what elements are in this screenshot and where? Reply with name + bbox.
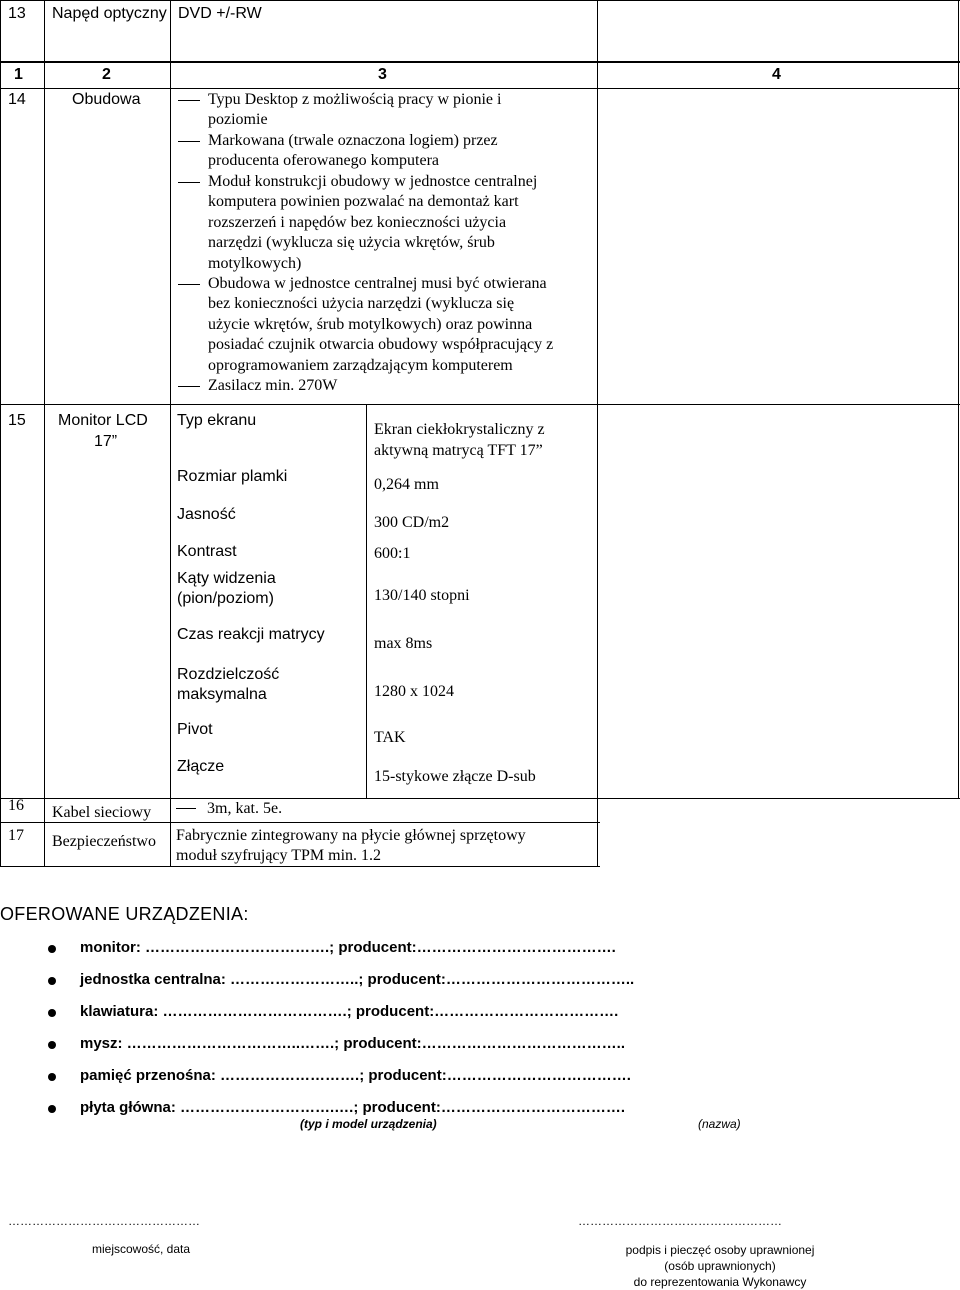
param-label: Rozmiar plamki: [177, 468, 288, 485]
place-date-dots: …………………………………………: [8, 1214, 200, 1228]
border: [170, 62, 171, 866]
param-label: Jasność: [177, 506, 236, 523]
bullet-icon: [48, 977, 56, 985]
row-number: 14: [8, 91, 26, 108]
param-value: max 8ms: [374, 635, 433, 652]
border: [0, 0, 960, 1]
bullet-icon: [48, 1041, 56, 1049]
row-number: 16: [8, 797, 24, 814]
border: [597, 0, 598, 61]
bullet-icon: [48, 1073, 56, 1081]
border: [0, 866, 600, 867]
param-value: Ekran ciekłokrystaliczny z aktywną matrycą TFT 17”: [374, 421, 545, 459]
param-label: Pivot: [177, 721, 213, 738]
bullet-text: Obudowa w jednostce centralnej musi być otwierana bez konieczności użycia narzędzi (wyklucza się użycie wkrętów, śrub motylkowych) oraz powinna posiadać czujnik otwarcia obudowy współpracujący z oprogramowaniem zarządzającym komputerem: [208, 275, 554, 374]
column-header: 2: [102, 66, 111, 83]
param-value: 0,264 mm: [374, 476, 439, 493]
bullet-text: Markowana (trwale oznaczona logiem) przez producenta oferowanego komputera: [208, 132, 498, 170]
param-value: 300 CD/m2: [374, 514, 450, 531]
bullet-icon: [48, 1009, 56, 1017]
row-name: 17”: [94, 433, 118, 450]
row-name: Monitor LCD: [58, 412, 148, 429]
param-label: Kąty widzenia (pion/poziom): [177, 570, 276, 607]
place-date-label: miejscowość, data: [92, 1242, 191, 1256]
bullet-icon: [48, 1105, 56, 1113]
row-value: DVD +/-RW: [178, 5, 262, 22]
param-label: Czas reakcji matrycy: [177, 626, 325, 643]
border: [0, 62, 960, 63]
device-line-keyboard: klawiatura: ……………………………….; producent:……………………………….: [80, 1003, 619, 1020]
param-value: 600:1: [374, 545, 411, 562]
device-line-motherboard: płyta główna: ………………………….….; producent:……………………………….: [80, 1099, 625, 1116]
param-value: TAK: [374, 729, 406, 746]
note-model: (typ i model urządzenia): [300, 1117, 437, 1131]
device-line-memory: pamięć przenośna: ……………………….; producent:……………………………….: [80, 1067, 631, 1084]
param-label: Kontrast: [177, 543, 237, 560]
border: [0, 0, 1, 61]
border: [0, 404, 960, 405]
row-number: 13: [8, 5, 26, 22]
dash-icon: [178, 100, 200, 101]
border: [44, 62, 45, 866]
column-header: 3: [378, 66, 387, 83]
param-label: Złącze: [177, 758, 225, 775]
bullet-text: Moduł konstrukcji obudowy w jednostce centralnej komputera powinien pozwalać na demontaż kart rozszerzeń i napędów bez konieczności użycia narzędzi (wyklucza się użycia wkrętów, śrub motylkowych): [208, 173, 538, 272]
row-name: Napęd optyczny: [52, 5, 167, 22]
dash-icon: [178, 386, 200, 387]
row-value: 3m, kat. 5e.: [207, 800, 283, 817]
param-label: Typ ekranu: [177, 412, 257, 429]
border: [170, 0, 171, 61]
border: [0, 88, 960, 89]
param-value: 1280 x 1024: [374, 683, 454, 700]
border: [958, 62, 959, 798]
bullet-icon: [48, 945, 56, 953]
dash-icon: [178, 182, 200, 183]
param-label: Rozdzielczość maksymalna: [177, 666, 280, 703]
note-name: (nazwa): [698, 1117, 741, 1131]
param-value: 130/140 stopni: [374, 587, 470, 604]
border: [44, 0, 45, 61]
bullet-text: Typu Desktop z możliwością pracy w pionie i poziomie: [208, 91, 502, 129]
section-heading: OFEROWANE URZĄDZENIA:: [0, 904, 249, 924]
signature-label: podpis i pieczęć osoby uprawnionej (osób uprawnionych) do reprezentowania Wykonawcy: [625, 1243, 815, 1289]
column-header: 4: [772, 66, 781, 83]
dash-icon: [178, 284, 200, 285]
dash-icon: [178, 141, 200, 142]
row-name: Obudowa: [72, 91, 141, 108]
signature-dots: ……………………………………………: [578, 1214, 782, 1228]
row-name: Bezpieczeństwo: [52, 833, 156, 850]
row-number: 17: [8, 827, 24, 844]
column-header: 1: [14, 66, 23, 83]
device-line-central-unit: jednostka centralna: ……………………..; producent:………………………………..: [80, 971, 635, 988]
bullet-text: Zasilacz min. 270W: [208, 377, 338, 394]
param-value: 15-stykowe złącze D-sub: [374, 768, 536, 785]
device-line-mouse: mysz: ……………………………..…….; producent:…………………………………..: [80, 1035, 626, 1052]
row-value: Fabrycznie zintegrowany na płycie głównej sprzętowy moduł szyfrujący TPM min. 1.2: [176, 827, 526, 864]
row-name: Kabel sieciowy: [52, 804, 152, 821]
device-line-monitor: monitor: ……………………………….; producent:………………………………….: [80, 939, 616, 956]
border: [0, 798, 960, 799]
border: [958, 0, 959, 61]
border: [0, 62, 1, 866]
dash-icon: [176, 808, 196, 809]
border: [366, 404, 367, 798]
row-number: 15: [8, 412, 26, 429]
